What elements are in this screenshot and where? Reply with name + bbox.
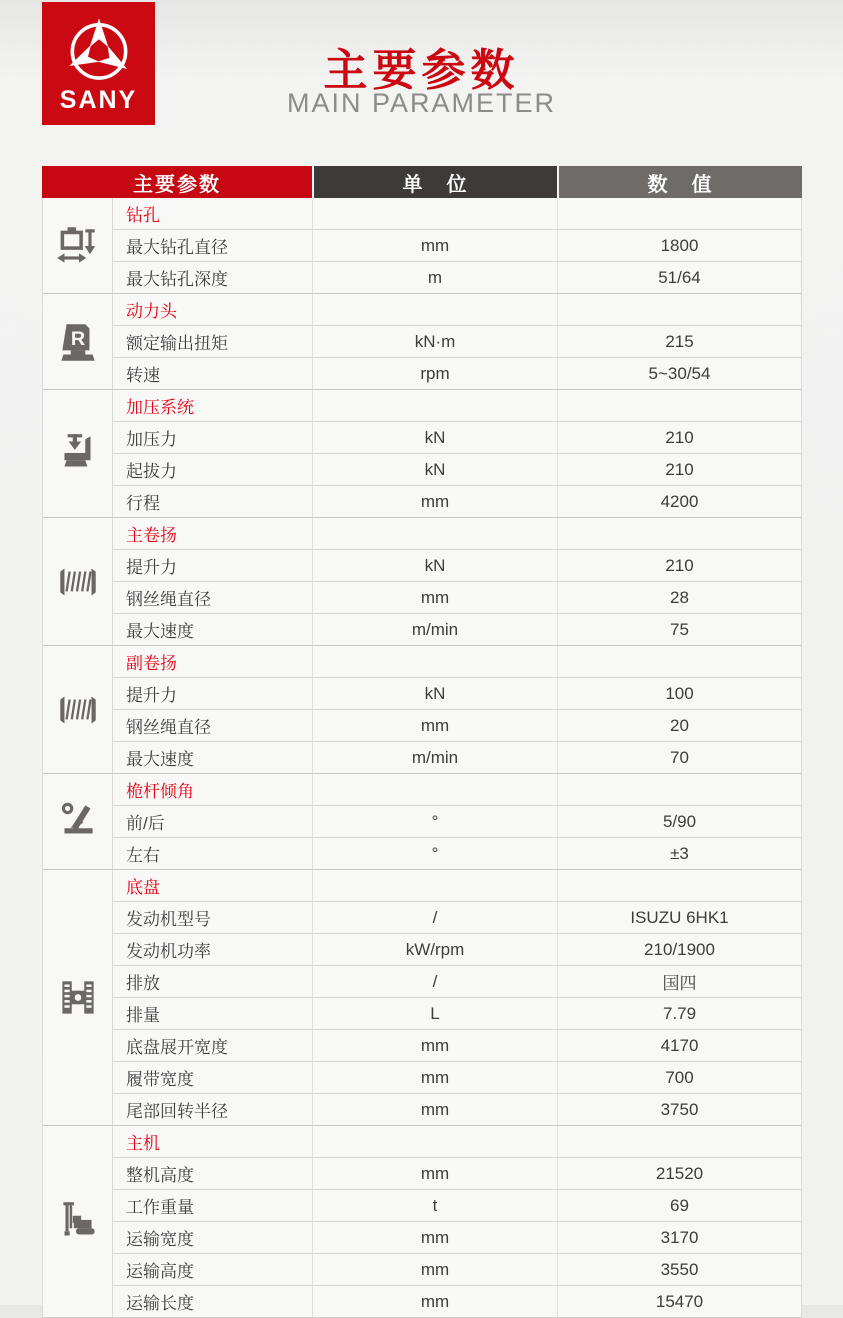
param-unit: mm bbox=[313, 1286, 558, 1317]
param-unit: kN bbox=[313, 422, 558, 453]
param-value: 69 bbox=[670, 1195, 689, 1215]
section-title-row bbox=[113, 870, 801, 902]
param-value: 20 bbox=[670, 715, 689, 735]
table-row bbox=[113, 1222, 801, 1254]
section-rows bbox=[113, 198, 801, 293]
param-unit: kN bbox=[313, 550, 558, 581]
brand-name: SANY bbox=[59, 86, 138, 114]
table-row bbox=[113, 838, 801, 869]
empty-value-cell bbox=[558, 774, 801, 805]
table-row bbox=[113, 902, 801, 934]
table-row bbox=[113, 806, 801, 838]
param-unit: rpm bbox=[313, 358, 558, 389]
param-value: 7.79 bbox=[662, 1003, 697, 1023]
param-name: 运输宽度 bbox=[113, 1222, 313, 1253]
param-value: 215 bbox=[665, 331, 694, 351]
param-value: 210 bbox=[665, 427, 694, 447]
param-unit: / bbox=[313, 966, 558, 997]
param-value: 210/1900 bbox=[644, 939, 715, 959]
empty-unit-cell bbox=[313, 646, 558, 677]
param-value: 5~30/54 bbox=[648, 363, 711, 383]
param-unit: mm bbox=[313, 582, 558, 613]
param-unit: mm bbox=[313, 1094, 558, 1125]
section-rows bbox=[113, 870, 801, 1125]
section-rows bbox=[113, 1126, 801, 1317]
param-name: 工作重量 bbox=[113, 1190, 313, 1221]
param-name: 发动机型号 bbox=[113, 902, 313, 933]
param-value: 15470 bbox=[655, 1291, 704, 1311]
empty-unit-cell bbox=[313, 390, 558, 421]
empty-value-cell bbox=[558, 870, 801, 901]
param-name: 前/后 bbox=[113, 806, 313, 837]
param-value: 210 bbox=[665, 555, 694, 575]
param-unit: mm bbox=[313, 1030, 558, 1061]
section-title: 动力头 bbox=[113, 294, 313, 325]
chassis-icon bbox=[43, 870, 113, 1125]
table-section bbox=[43, 870, 801, 1126]
param-value: 700 bbox=[665, 1067, 694, 1087]
section-title-row bbox=[113, 774, 801, 806]
table-row bbox=[113, 966, 801, 998]
param-unit: mm bbox=[313, 1222, 558, 1253]
param-name: 左右 bbox=[113, 838, 313, 869]
table-section bbox=[43, 518, 801, 646]
section-title-row bbox=[113, 390, 801, 422]
param-value: 1800 bbox=[660, 235, 699, 255]
param-unit: L bbox=[313, 998, 558, 1029]
empty-value-cell bbox=[558, 1126, 801, 1157]
section-rows bbox=[113, 294, 801, 389]
table-row bbox=[113, 1190, 801, 1222]
param-unit: m bbox=[313, 262, 558, 293]
table-row bbox=[113, 934, 801, 966]
param-name: 最大速度 bbox=[113, 614, 313, 645]
param-value: 100 bbox=[665, 683, 694, 703]
table-row bbox=[113, 486, 801, 517]
header-cell-value: 数 值 bbox=[559, 166, 802, 198]
empty-unit-cell bbox=[313, 518, 558, 549]
section-title: 主机 bbox=[113, 1126, 313, 1157]
param-value: 4200 bbox=[660, 491, 699, 511]
param-unit: mm bbox=[313, 1254, 558, 1285]
param-name: 转速 bbox=[113, 358, 313, 389]
param-value: 3550 bbox=[660, 1259, 699, 1279]
rotary-head-icon bbox=[43, 294, 113, 389]
param-unit: kN·m bbox=[313, 326, 558, 357]
param-value: 75 bbox=[670, 619, 689, 639]
section-rows bbox=[113, 518, 801, 645]
table-row bbox=[113, 1158, 801, 1190]
table-row bbox=[113, 422, 801, 454]
param-name: 尾部回转半径 bbox=[113, 1094, 313, 1125]
crowd-system-icon bbox=[43, 390, 113, 517]
empty-unit-cell bbox=[313, 870, 558, 901]
section-rows bbox=[113, 390, 801, 517]
section-title: 副卷扬 bbox=[113, 646, 313, 677]
table-row bbox=[113, 998, 801, 1030]
param-name: 提升力 bbox=[113, 678, 313, 709]
empty-unit-cell bbox=[313, 1126, 558, 1157]
table-section bbox=[43, 774, 801, 870]
param-name: 钢丝绳直径 bbox=[113, 582, 313, 613]
param-name: 发动机功率 bbox=[113, 934, 313, 965]
empty-value-cell bbox=[558, 198, 801, 229]
section-title-row bbox=[113, 646, 801, 678]
aux-winch-icon bbox=[43, 646, 113, 773]
param-value: 21520 bbox=[655, 1163, 704, 1183]
table-row bbox=[113, 614, 801, 645]
param-unit: / bbox=[313, 902, 558, 933]
param-value: ISUZU 6HK1 bbox=[630, 907, 729, 927]
param-value: 70 bbox=[670, 747, 689, 767]
mast-angle-icon bbox=[43, 774, 113, 869]
param-value: ±3 bbox=[670, 843, 689, 863]
param-unit: mm bbox=[313, 230, 558, 261]
table-row bbox=[113, 358, 801, 389]
param-unit: mm bbox=[313, 710, 558, 741]
table-row bbox=[113, 1286, 801, 1317]
main-winch-icon bbox=[43, 518, 113, 645]
section-title-row bbox=[113, 294, 801, 326]
page-subtitle: MAIN PARAMETER bbox=[286, 88, 557, 118]
table-section bbox=[43, 390, 801, 518]
param-name: 额定输出扭矩 bbox=[113, 326, 313, 357]
param-unit: t bbox=[313, 1190, 558, 1221]
param-name: 提升力 bbox=[113, 550, 313, 581]
param-value: 210 bbox=[665, 459, 694, 479]
param-value: 国四 bbox=[662, 974, 697, 993]
table-row bbox=[113, 454, 801, 486]
param-name: 整机高度 bbox=[113, 1158, 313, 1189]
param-name: 最大速度 bbox=[113, 742, 313, 773]
param-name: 最大钻孔直径 bbox=[113, 230, 313, 261]
header-cell-parameter: 主要参数 bbox=[42, 166, 312, 198]
param-unit: mm bbox=[313, 1158, 558, 1189]
table-row bbox=[113, 326, 801, 358]
table-row bbox=[113, 1094, 801, 1125]
section-title: 底盘 bbox=[113, 870, 313, 901]
param-value: 51/64 bbox=[658, 267, 701, 287]
param-name: 排放 bbox=[113, 966, 313, 997]
param-unit: mm bbox=[313, 1062, 558, 1093]
param-unit: mm bbox=[313, 486, 558, 517]
page-title: 主要参数 bbox=[323, 46, 520, 95]
section-title-row bbox=[113, 518, 801, 550]
param-unit: kN bbox=[313, 454, 558, 485]
empty-unit-cell bbox=[313, 198, 558, 229]
table-row bbox=[113, 1062, 801, 1094]
param-unit: kN bbox=[313, 678, 558, 709]
empty-value-cell bbox=[558, 646, 801, 677]
table-row bbox=[113, 710, 801, 742]
rig-icon bbox=[43, 1126, 113, 1317]
empty-unit-cell bbox=[313, 294, 558, 325]
empty-value-cell bbox=[558, 294, 801, 325]
table-section bbox=[43, 1126, 801, 1317]
empty-value-cell bbox=[558, 390, 801, 421]
param-value: 5/90 bbox=[662, 811, 697, 831]
table-section bbox=[43, 198, 801, 294]
param-value: 28 bbox=[670, 587, 689, 607]
param-name: 运输高度 bbox=[113, 1254, 313, 1285]
table-body bbox=[42, 198, 802, 1318]
param-value: 4170 bbox=[660, 1035, 699, 1055]
param-value: 3750 bbox=[660, 1099, 699, 1119]
param-unit: ° bbox=[313, 806, 558, 837]
table-row bbox=[113, 262, 801, 293]
table-header bbox=[42, 166, 802, 198]
table-row bbox=[113, 1254, 801, 1286]
param-name: 行程 bbox=[113, 486, 313, 517]
table-row bbox=[113, 1030, 801, 1062]
param-unit: kW/rpm bbox=[313, 934, 558, 965]
empty-unit-cell bbox=[313, 774, 558, 805]
table-row bbox=[113, 550, 801, 582]
param-name: 底盘展开宽度 bbox=[113, 1030, 313, 1061]
section-title-row bbox=[113, 1126, 801, 1158]
parameter-table bbox=[42, 166, 802, 1318]
param-unit: m/min bbox=[313, 742, 558, 773]
param-name: 排量 bbox=[113, 998, 313, 1029]
param-unit: m/min bbox=[313, 614, 558, 645]
param-name: 起拔力 bbox=[113, 454, 313, 485]
table-row bbox=[113, 678, 801, 710]
section-title: 钻孔 bbox=[113, 198, 313, 229]
param-name: 钢丝绳直径 bbox=[113, 710, 313, 741]
section-title-row bbox=[113, 198, 801, 230]
section-title: 加压系统 bbox=[113, 390, 313, 421]
param-unit: ° bbox=[313, 838, 558, 869]
param-name: 最大钻孔深度 bbox=[113, 262, 313, 293]
section-rows bbox=[113, 774, 801, 869]
section-title: 主卷扬 bbox=[113, 518, 313, 549]
param-value: 3170 bbox=[660, 1227, 699, 1247]
empty-value-cell bbox=[558, 518, 801, 549]
table-section bbox=[43, 294, 801, 390]
table-row bbox=[113, 582, 801, 614]
table-row bbox=[113, 230, 801, 262]
param-name: 履带宽度 bbox=[113, 1062, 313, 1093]
param-name: 运输长度 bbox=[113, 1286, 313, 1317]
table-row bbox=[113, 742, 801, 773]
section-title: 桅杆倾角 bbox=[113, 774, 313, 805]
header-cell-unit: 单 位 bbox=[314, 166, 557, 198]
section-rows bbox=[113, 646, 801, 773]
table-section bbox=[43, 646, 801, 774]
param-name: 加压力 bbox=[113, 422, 313, 453]
drill-hole-icon bbox=[43, 198, 113, 293]
